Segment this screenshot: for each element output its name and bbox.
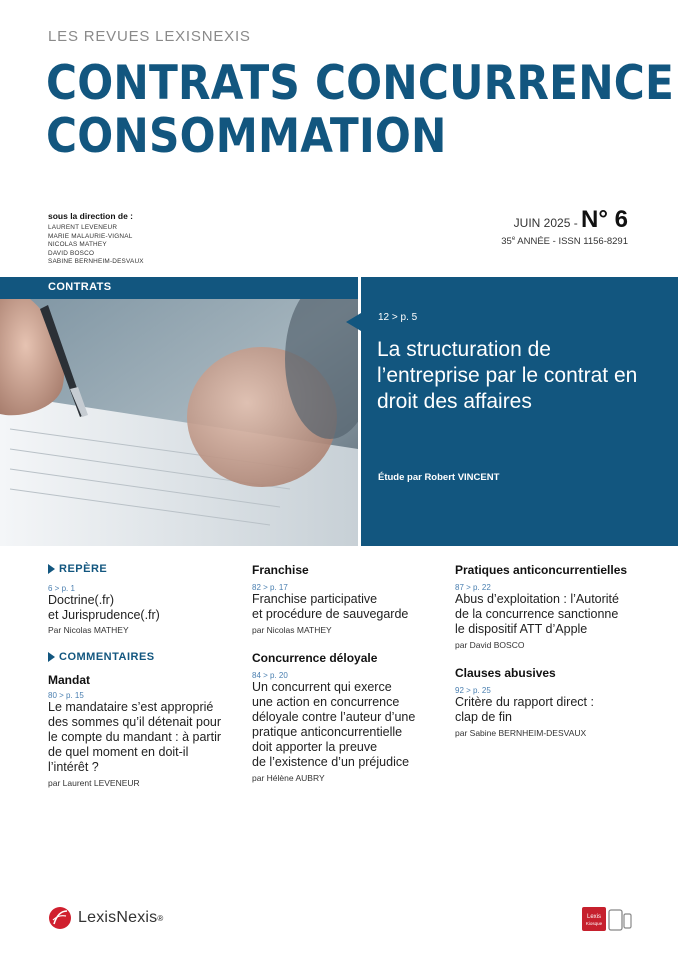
journal-title-line-1: CONTRATS CONCURRENCE <box>46 56 675 111</box>
issue-info <box>501 206 628 247</box>
director-name: NICOLAS MATHEY <box>48 241 107 249</box>
section-rubric: CONTRATS <box>0 277 358 299</box>
triangle-icon <box>48 652 55 662</box>
article-author: par Laurent LEVENEUR <box>48 778 140 788</box>
article-title: Le mandataire s’est approprié des sommes qu’il détenait pour le compte du mandant : à partir de quel moment en doit-il l’intérêt ? <box>48 700 222 774</box>
article-author: Par Nicolas MATHEY <box>48 625 129 635</box>
article-ref: 87 > p. 22 <box>455 583 491 592</box>
topic-heading: Concurrence déloyale <box>252 651 378 665</box>
feature-title: La structuration de l’entreprise par le contrat en droit des affaires <box>377 338 638 413</box>
article-ref: 80 > p. 15 <box>48 691 84 700</box>
column-3 <box>455 563 655 738</box>
badge-line-2: Kiosque <box>585 921 603 926</box>
phone-icon <box>624 914 631 928</box>
article-author: par Sabine BERNHEIM-DESVAUX <box>455 728 587 738</box>
column-1 <box>48 563 238 788</box>
cover-photo-signing-document <box>0 299 358 546</box>
triangle-icon <box>48 564 55 574</box>
column-2 <box>252 563 442 783</box>
journal-title-line-2: CONSOMMATION <box>46 109 447 164</box>
article-title: Franchise participative et procédure de sauvegarde <box>252 592 409 621</box>
director-name: LAURENT LEVENEUR <box>48 224 118 231</box>
director-name: SABINE BERNHEIM-DESVAUX <box>48 258 144 266</box>
kiosque-badge <box>582 906 632 937</box>
series-name: LES REVUES LEXISNEXIS <box>48 28 251 45</box>
article-ref: 92 > p. 25 <box>455 686 491 695</box>
badge-line-1: Lexis <box>586 914 602 920</box>
commentaires-section-label: COMMENTAIRES <box>48 651 238 663</box>
repere-section-label: REPÈRE <box>48 563 238 575</box>
article-author: par Nicolas MATHEY <box>252 625 332 635</box>
topic-heading: Clauses abusives <box>455 666 556 680</box>
topic-heading: Mandat <box>48 673 90 687</box>
article-ref: 82 > p. 17 <box>252 583 288 592</box>
feature-pointer <box>346 313 361 331</box>
article-author: par David BOSCO <box>455 640 525 650</box>
director-name: DAVID BOSCO <box>48 249 95 257</box>
tablet-icon <box>609 910 622 930</box>
lexisnexis-mark-icon <box>48 906 72 930</box>
topic-heading: Pratiques anticoncurrentielles <box>455 563 628 577</box>
lexisnexis-logo: LexisNexis ® <box>48 906 163 930</box>
article-title: Abus d’exploitation : l’Autorité de la concurrence sanctionne le dispositif ATT d’Apple <box>455 592 619 636</box>
issue-number: N° 6 <box>581 206 628 233</box>
feature-author: Étude par Robert VINCENT <box>378 472 500 483</box>
feature-ref: 12 > p. 5 <box>378 312 418 323</box>
logo-text: LexisNexis <box>78 909 158 926</box>
issue-date: JUIN 2025 - <box>513 216 578 230</box>
topic-heading: Franchise <box>252 563 309 577</box>
direction-label: sous la direction de : <box>48 211 134 221</box>
director-name: MARIE MALAURIE-VIGNAL <box>48 232 133 240</box>
article-ref: 84 > p. 20 <box>252 671 288 680</box>
issue-year-issn: 35e ANNÉE - ISSN 1156-8291 <box>501 236 628 248</box>
article-title: Critère du rapport direct : clap de fin <box>455 695 594 724</box>
editorial-direction <box>48 211 144 267</box>
article-ref: 6 > p. 1 <box>48 584 75 593</box>
article-title: Un concurrent qui exerce une action en concurrence déloyale contre l’auteur d’une pratique anticoncurrentielle doit apporter la preuve de l’existence d’un préjudice <box>252 680 416 769</box>
article-title: Doctrine(.fr) et Jurisprudence(.fr) <box>48 593 160 622</box>
article-author: par Hélène AUBRY <box>252 773 325 783</box>
